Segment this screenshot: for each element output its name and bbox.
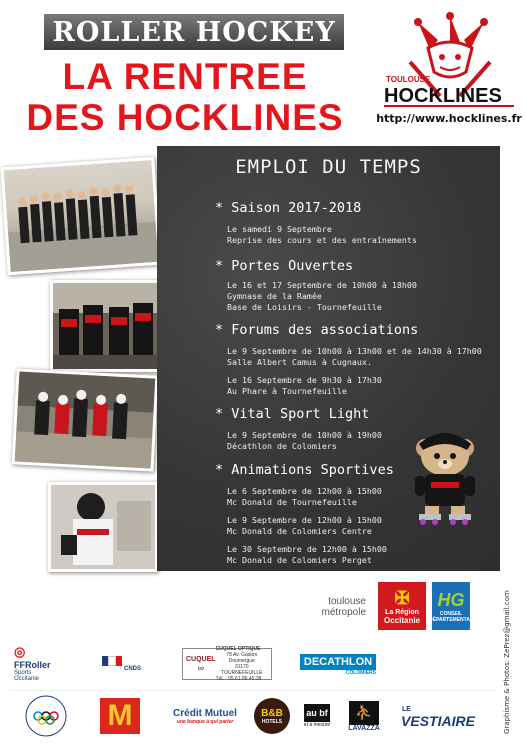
forums-line-4: Au Phare à Tournefeuille [227, 386, 347, 396]
bb-hotels-logo [254, 698, 290, 734]
cd-line1: CONSEIL [439, 610, 463, 617]
vital-line-1: Le 9 Septembre de 10h00 à 19h00 [227, 430, 382, 440]
portes-line-2: Gymnase de la Ramée [227, 291, 322, 301]
decathlon-sub: COLOMIERS [345, 670, 376, 676]
cnosf-logo [18, 694, 74, 738]
anim-line-6: Mc Donald de Colomiers Perget [227, 555, 372, 565]
players-bench-photo [50, 280, 160, 372]
au-bf-logo [300, 694, 334, 738]
title-roller-hockey: ROLLER HOCKEY [44, 14, 344, 50]
section-title-portes: * Portes Ouvertes [215, 258, 354, 274]
occitan-cross-icon: ✠ [394, 587, 410, 608]
cuquel-phone: Tél. : 05.61.86.45.38 [215, 676, 262, 682]
ffroller-label: FFRoller [14, 660, 51, 670]
region-occitanie-logo [378, 582, 426, 630]
cnds-logo [102, 645, 158, 683]
le-vestiaire-logo [396, 700, 480, 734]
jester-mascot-icon [380, 10, 520, 110]
portes-line-1: Le 16 et 17 Septembre de 10h00 à 18h00 [227, 280, 417, 290]
section-title-forums: * Forums des associations [215, 322, 419, 338]
french-flag-icon [102, 656, 122, 666]
mcdonalds-logo [100, 698, 140, 734]
bear-mascot-icon [405, 426, 485, 526]
sponsor-divider [10, 690, 496, 691]
section-title-vital: * Vital Sport Light [215, 406, 370, 422]
section-saison-label: Saison 2017-2018 [231, 200, 362, 216]
forums-line-3: Le 16 Septembre de 9h30 à 17h30 [227, 375, 382, 385]
aubf-sub: et à mesure [303, 722, 331, 728]
team-group-photo [0, 157, 161, 275]
section-title-animations: * Animations Sportives [215, 462, 394, 478]
vestiaire-top: LE [402, 705, 411, 713]
cuquel-name: CUQUEL [186, 655, 216, 663]
photo-credit: Graphisme & Photos: ZePrez@gmail.com [503, 590, 511, 734]
forums-line-1: Le 9 Septembre de 10h00 à 13h00 et de 14h30 à 17h00 [227, 346, 482, 356]
schedule-board [157, 146, 500, 571]
anim-line-4: Mc Donald de Colomiers Centre [227, 526, 372, 536]
anim-line-5: Le 30 Septembre de 12h00 à 15h00 [227, 544, 387, 554]
lavazza-label: LAVAZZA [348, 724, 380, 732]
toulouse-label: toulouse [328, 596, 366, 607]
mcdonalds-m-label: M [107, 699, 133, 732]
credit-mutuel-label: Crédit Mutuel [173, 707, 237, 719]
title-des-hocklines: DES HOCKLINES [26, 97, 344, 138]
bb-label: B&B [261, 707, 283, 719]
title-la-rentree: LA RENTREE [62, 56, 308, 97]
aubf-label: au bf [304, 704, 330, 722]
metropole-label: métropole [321, 607, 366, 618]
section-vital-label: Vital Sport Light [231, 406, 370, 422]
hg-mark-icon: HG [437, 589, 465, 610]
schedule-title: EMPLOI DU TEMPS [235, 156, 422, 178]
vital-line-2: Décathlon de Colomiers [227, 441, 337, 451]
cuquel-line3: 31170 TOURNEFEUILLE [221, 664, 263, 676]
goalkeeper-photo [48, 482, 158, 572]
bb-sub: HOTELS [261, 718, 283, 725]
lavazza-player-icon: ⛹ [349, 701, 379, 725]
section-title-saison: * Saison 2017-2018 [215, 200, 362, 216]
conseil-departemental-logo [429, 582, 473, 630]
logo-city: TOULOUSE [386, 75, 431, 84]
ffroller-sub: Sports [14, 670, 32, 676]
section-portes-label: Portes Ouvertes [231, 258, 354, 274]
cnds-label: CNDS [124, 666, 142, 672]
forums-line-2: Salle Albert Camus à Cugnaux. [227, 357, 372, 367]
saison-line-2: Reprise des cours et des entraînements [227, 235, 417, 245]
toulouse-metropole-logo [300, 592, 366, 622]
cuquel-line1: CUQUEL OPTIQUE [215, 646, 261, 652]
section-forums-label: Forums des associations [231, 322, 419, 338]
region-line1: La Région [385, 608, 419, 616]
vestiaire-label: VESTIAIRE [401, 712, 475, 729]
cuquel-line2: 78 Av. Gaston Doumergue [226, 652, 258, 664]
saison-line-1: Le samedi 9 Septembre [227, 224, 332, 234]
cuquel-optique-logo [182, 648, 272, 680]
cd-line2: DÉPARTEMENTAL [429, 616, 473, 623]
anim-line-2: Mc Donald de Tournefeuille [227, 497, 357, 507]
ffroller-region: Occitanie [14, 676, 40, 682]
anim-line-3: Le 9 Septembre de 12h00 à 15h00 [227, 515, 382, 525]
glasses-icon: ∞ [197, 662, 204, 673]
section-animations-label: Animations Sportives [231, 462, 394, 478]
logo-name: HOCKLINES [384, 85, 502, 107]
ffroller-swirl-icon: ◎ [14, 644, 26, 659]
portes-line-3: Base de Loisirs - Tournefeuille [227, 302, 382, 312]
credit-mutuel-logo [166, 702, 244, 730]
decathlon-label: DECATHLON [300, 654, 376, 670]
ffroller-logo [14, 643, 78, 683]
anim-line-1: Le 6 Septembre de 12h00 à 15h00 [227, 486, 382, 496]
lavazza-logo [344, 694, 384, 738]
game-action-photo [12, 368, 159, 471]
website-url[interactable]: http://www.hocklines.fr [376, 112, 522, 125]
credit-mutuel-tag: une banque à qui parler [176, 718, 234, 725]
region-line2: Occitanie [383, 615, 420, 625]
decathlon-logo [300, 650, 376, 680]
hocklines-logo [380, 10, 520, 110]
